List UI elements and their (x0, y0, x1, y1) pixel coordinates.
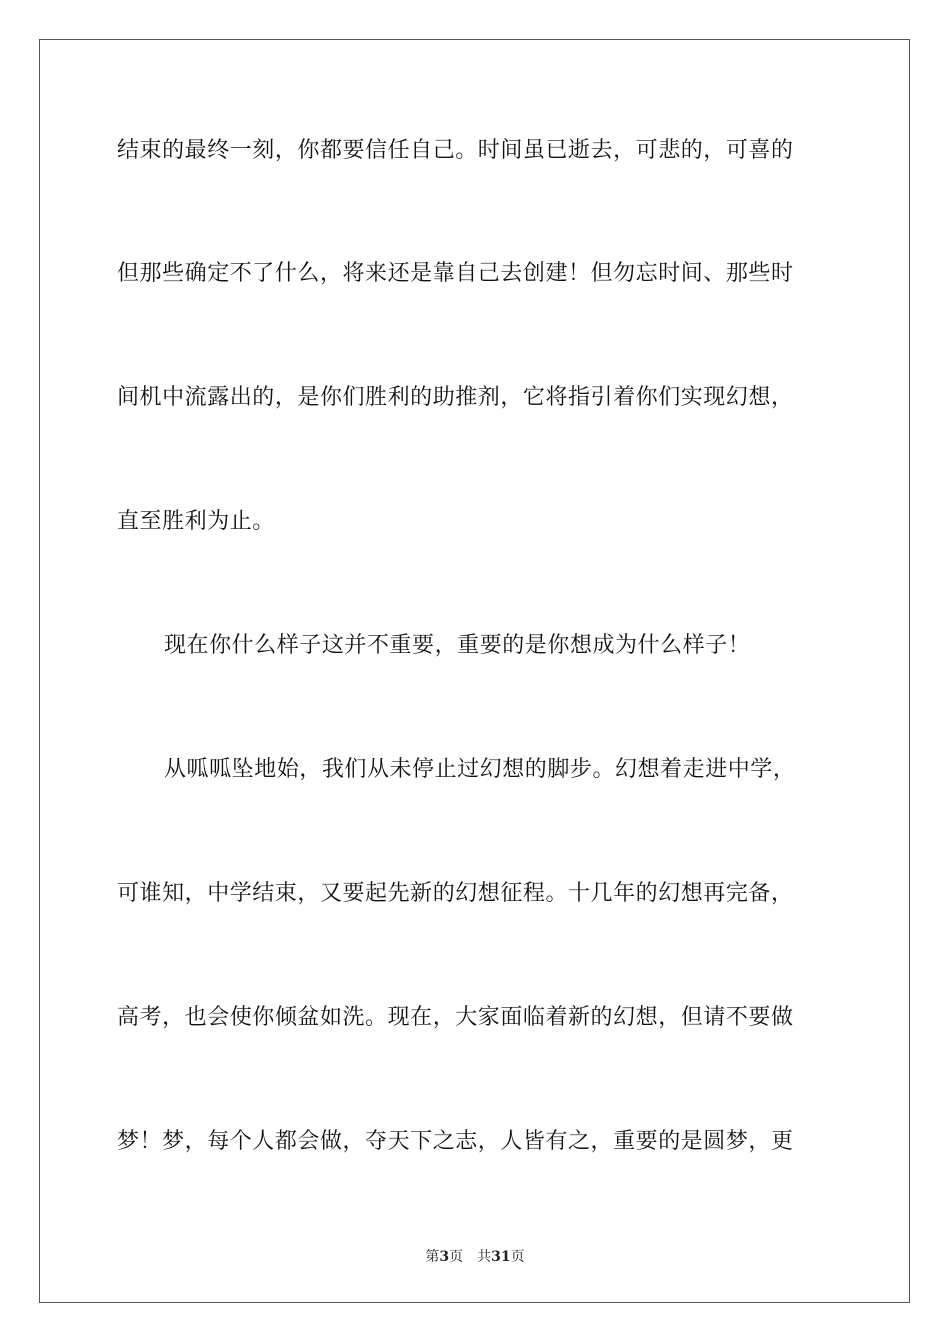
page-suffix: 页 (449, 1249, 464, 1265)
total-prefix: 共 (477, 1249, 492, 1265)
text-line: 高考，也会使你倾盆如洗。现在，大家面临着新的幻想，但请不要做 (117, 1005, 794, 1030)
page-number: 3 (439, 1249, 450, 1265)
text-line: 梦！梦，每个人都会做，夺天下之志，人皆有之，重要的是圆梦，更 (117, 1129, 794, 1154)
page-prefix: 第 (425, 1249, 440, 1265)
text-line: 但那些确定不了什么，将来还是靠自己去创建！但勿忘时间、那些时 (117, 261, 794, 286)
total-suffix: 页 (510, 1249, 525, 1265)
text-line: 可谁知，中学结束，又要起先新的幻想征程。十几年的幻想再完备， (117, 881, 794, 906)
page-footer (0, 1248, 950, 1266)
text-line: 间机中流露出的，是你们胜利的助推剂，它将指引着你们实现幻想， (117, 385, 794, 410)
page-border (39, 39, 910, 1303)
paragraph-line: 从呱呱坠地始，我们从未停止过幻想的脚步。幻想着走进中学， (164, 757, 796, 782)
total-pages: 31 (491, 1249, 511, 1265)
text-line: 直至胜利为止。 (117, 509, 275, 534)
text-line: 结束的最终一刻，你都要信任自己。时间虽已逝去，可悲的，可喜的 (117, 138, 794, 163)
paragraph-line: 现在你什么样子这并不重要，重要的是你想成为什么样子！ (164, 633, 751, 658)
